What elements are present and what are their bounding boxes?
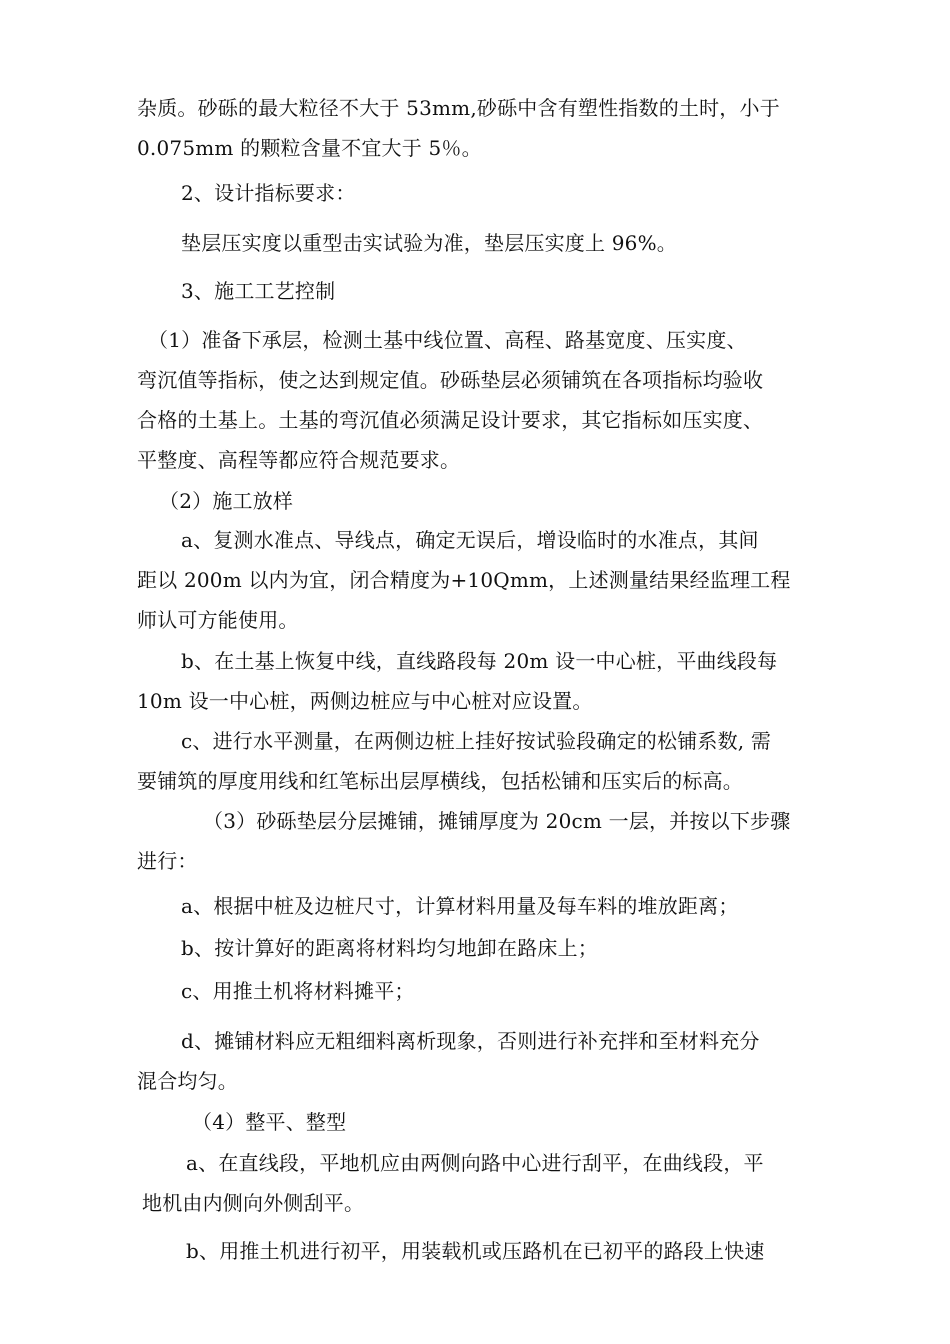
- text-line: b、用推土机进行初平，用装载机或压路机在已初平的路段上快速: [186, 1239, 765, 1263]
- subsection-heading: （3）砂砾垫层分层摊铺，摊铺厚度为 20cm 一层，并按以下步骤: [203, 809, 791, 833]
- list-item: d、摊铺材料应无粗细料离析现象，否则进行补充拌和至材料充分: [181, 1029, 760, 1053]
- text-line: 混合均匀。: [137, 1069, 238, 1093]
- text-line: b、在土基上恢复中线，直线路段每 20m 设一中心桩，平曲线段每: [181, 649, 778, 673]
- text-line: 平整度、高程等都应符合规范要求。: [137, 448, 461, 472]
- text-line: 10m 设一中心桩，两侧边桩应与中心桩对应设置。: [137, 689, 593, 713]
- text-line: 地机由内侧向外侧刮平。: [142, 1191, 365, 1215]
- text-line: a、复测水准点、导线点，确定无误后，增设临时的水准点，其间: [181, 528, 759, 552]
- list-item: b、按计算好的距离将材料均匀地卸在路床上；: [181, 936, 599, 960]
- text-line: a、在直线段，平地机应由两侧向路中心进行刮平，在曲线段，平: [186, 1151, 764, 1175]
- text-line: 师认可方能使用。: [137, 608, 299, 632]
- subsection-heading: （4）整平、整型: [192, 1110, 347, 1134]
- text-line: c、进行水平测量，在两侧边桩上挂好按试验段确定的松铺系数, 需: [181, 729, 772, 753]
- text-line: 弯沉值等指标，使之达到规定值。砂砾垫层必须铺筑在各项指标均验收: [137, 368, 764, 392]
- text-line: 0.075mm 的颗粒含量不宜大于 5％。: [137, 136, 482, 160]
- subsection-heading: （2）施工放样: [159, 489, 294, 513]
- section-heading: 3、施工工艺控制: [181, 279, 336, 303]
- text-line: 杂质。砂砾的最大粒径不大于 53mm,砂砾中含有塑性指数的土时，小于: [137, 96, 780, 120]
- text-line: 垫层压实度以重型击实试验为准，垫层压实度上 96%。: [181, 231, 678, 255]
- text-line: 要铺筑的厚度用线和红笔标出层厚横线，包括松铺和压实后的标高。: [137, 769, 743, 793]
- text-line: 距以 200m 以内为宜，闭合精度为+10Qmm，上述测量结果经监理工程: [137, 568, 791, 592]
- list-item: a、根据中桩及边桩尺寸，计算材料用量及每车料的堆放距离；: [181, 894, 739, 918]
- list-item: c、用推土机将材料摊平；: [181, 979, 415, 1003]
- text-line: 进行：: [137, 849, 198, 873]
- section-heading: 2、设计指标要求：: [181, 181, 356, 205]
- text-line: （1）准备下承层，检测土基中线位置、高程、路基宽度、压实度、: [148, 328, 747, 352]
- text-line: 合格的土基上。土基的弯沉值必须满足设计要求，其它指标如压实度、: [137, 408, 764, 432]
